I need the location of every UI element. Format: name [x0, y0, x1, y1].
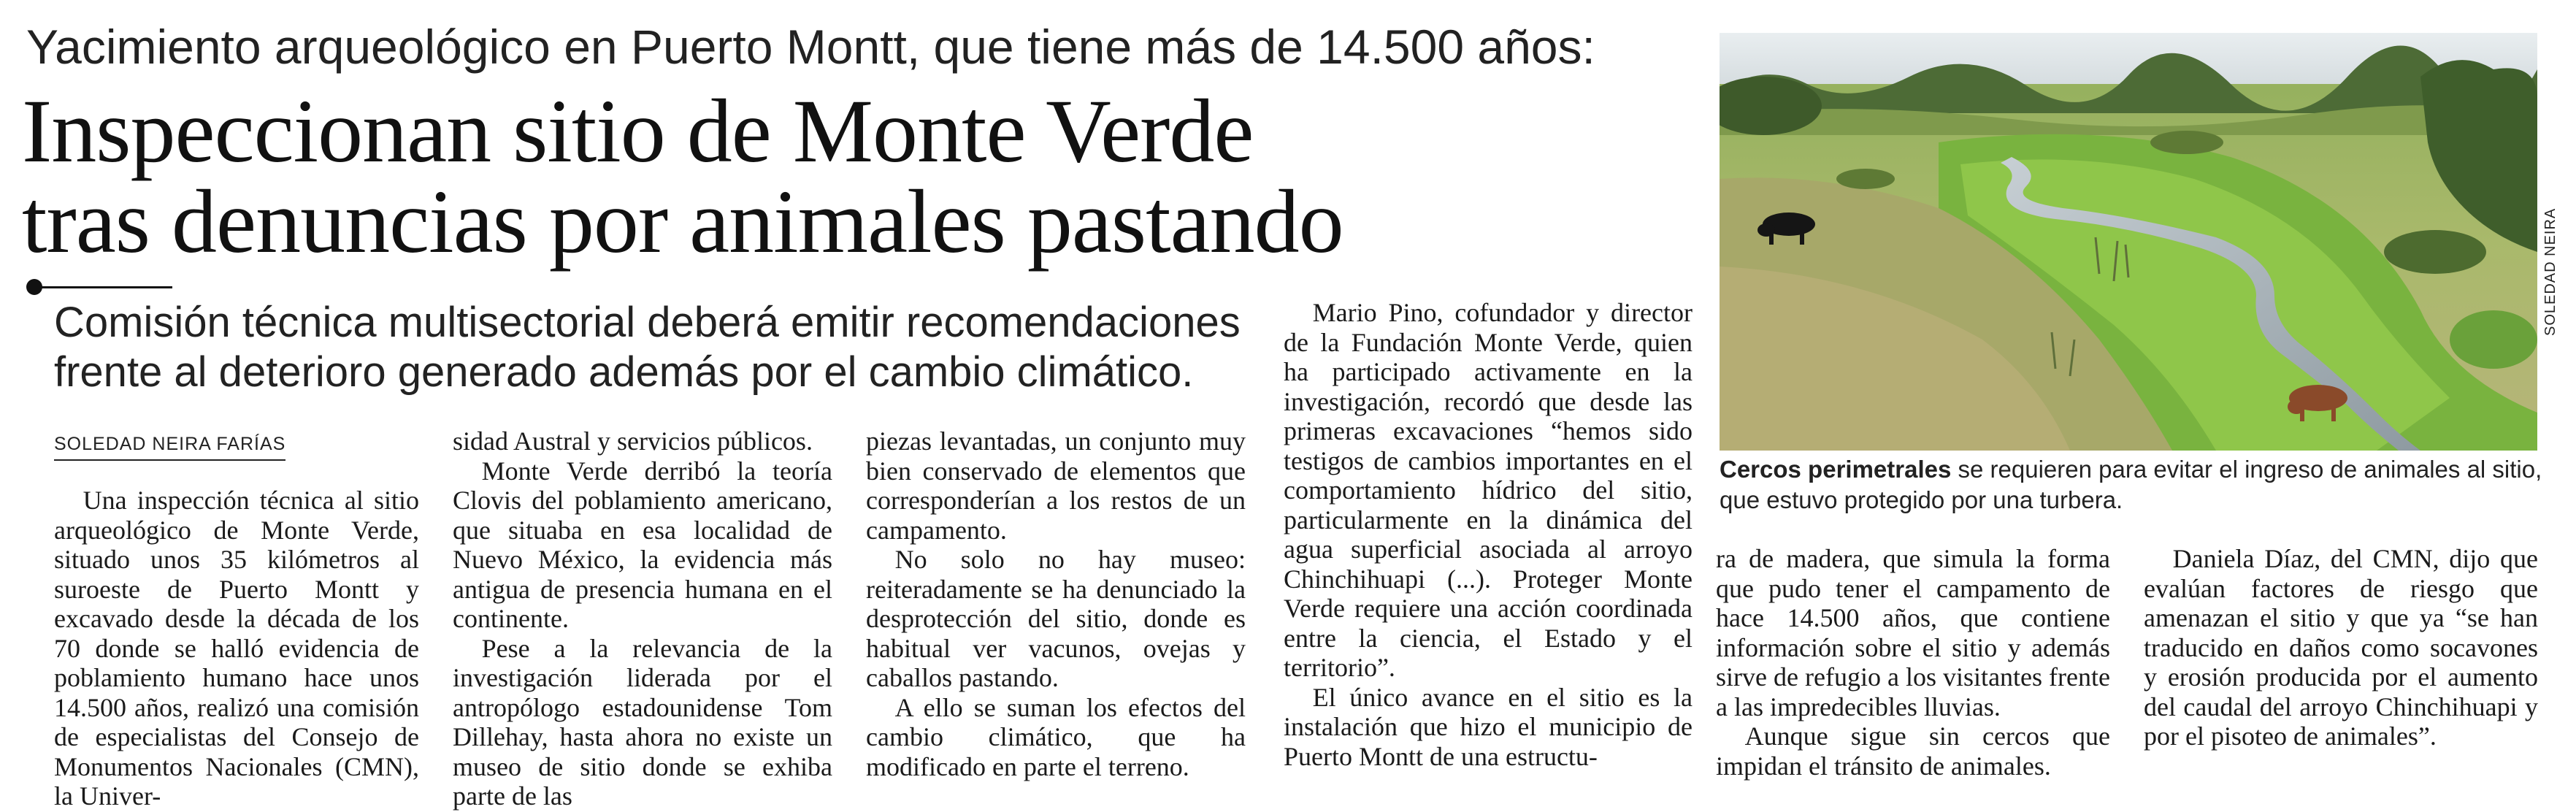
caption-bold-lead: Cercos perimetrales: [1720, 456, 1952, 483]
paragraph: sidad Austral y servicios públicos.: [453, 426, 813, 456]
paragraph: piezas levantadas, un conjunto muy bien conservado de elementos que corresponderían a los restos de un campamento.: [866, 426, 1246, 545]
body-column-5: [1716, 544, 2110, 781]
paragraph: Daniela Díaz, del CMN, dijo que evalúan factores de riesgo que amenazan el sitio y que ya “se han traducido en daños como socavones y erosión producida por el aumento del caudal del arroyo Chinchihuapi y por el pisoteo de animales”.: [2144, 544, 2538, 751]
deck-line-1: Comisión técnica multisectorial deberá emitir recomendaciones: [54, 299, 1241, 346]
body-column-3: [866, 426, 1246, 781]
body-column-2: [453, 426, 832, 811]
paragraph: Mario Pino, cofundador y director de la Fundación Monte Verde, quien ha participado activamente en la investigación, recordó que desde las primeras excavaciones “hemos sido testigos de cambios importantes en el comportamiento hídrico del sitio, particularmente en la dinámica del agua superficial asociada al arroyo Chinchihuapi (...). Proteger Monte Verde requiere una acción coordinada entre la ciencia, el Estado y el territorio”.: [1284, 298, 1693, 682]
body-column-4: [1284, 298, 1693, 771]
paragraph: El único avance en el sitio es la instalación que hizo el municipio de Puerto Montt de una estructu-: [1284, 682, 1693, 771]
photo-credit: SOLEDAD NEIRA: [2542, 207, 2558, 336]
headline-line-1: Inspeccionan sitio de Monte Verde: [22, 81, 1254, 181]
body-column-6: [2144, 544, 2538, 751]
kicker: Yacimiento arqueológico en Puerto Montt, que tiene más de 14.500 años:: [26, 20, 1595, 74]
paragraph: A ello se suman los efectos del cambio climático, que ha modificado en parte el terreno.: [866, 692, 1246, 781]
paragraph: Aunque sigue sin cercos que impidan el tránsito de animales.: [1716, 721, 2110, 781]
paragraph: Monte Verde derribó la teoría Clovis del poblamiento americano, que situaba en esa localidad de Nuevo México, la evidencia más antigua de presencia humana en el continente.: [453, 456, 832, 633]
paragraph: No solo no hay museo: reiteradamente se ha denunciado la desprotección del sitio, donde es habitual ver vacunos, ovejas y caballos pastando.: [866, 545, 1246, 692]
headline-rule-line: [34, 286, 172, 288]
headline-line-2: tras denuncias por animales pastando: [22, 172, 1343, 272]
caption-text: se requieren para evitar el ingreso de animales al sitio, que estuvo protegido por una turbera.: [1720, 456, 2542, 513]
body-column-1: [54, 486, 419, 811]
headline: [22, 81, 1657, 272]
byline: SOLEDAD NEIRA FARÍAS: [54, 434, 285, 461]
deck: [54, 298, 1325, 397]
paragraph: ra de madera, que simula la forma que pudo tener el campamento de hace 14.500 años, que contiene información sobre el sitio y además sirve de refugio a los visitantes frente a las impredecibles lluvias.: [1716, 544, 2110, 721]
paragraph: Pese a la relevancia de la investigación liderada por el antropólogo estadounidense Tom Dillehay, hasta ahora no existe un museo de sitio donde se exhiba parte de las: [453, 633, 832, 811]
paragraph: Una inspección técnica al sitio arqueológico de Monte Verde, situado unos 35 kilómetros al suroeste de Puerto Montt y excavado desde la década de los 70 donde se halló evidencia de poblamiento humano hace unos 14.500 años, realizó una comisión de especialistas del Consejo de Monumentos Nacionales (CMN), la Univer-: [54, 486, 419, 811]
deck-line-2: frente al deterioro generado además por el cambio climático.: [54, 348, 1194, 396]
landscape-photo: [1720, 33, 2537, 451]
photo-caption: [1720, 454, 2552, 516]
